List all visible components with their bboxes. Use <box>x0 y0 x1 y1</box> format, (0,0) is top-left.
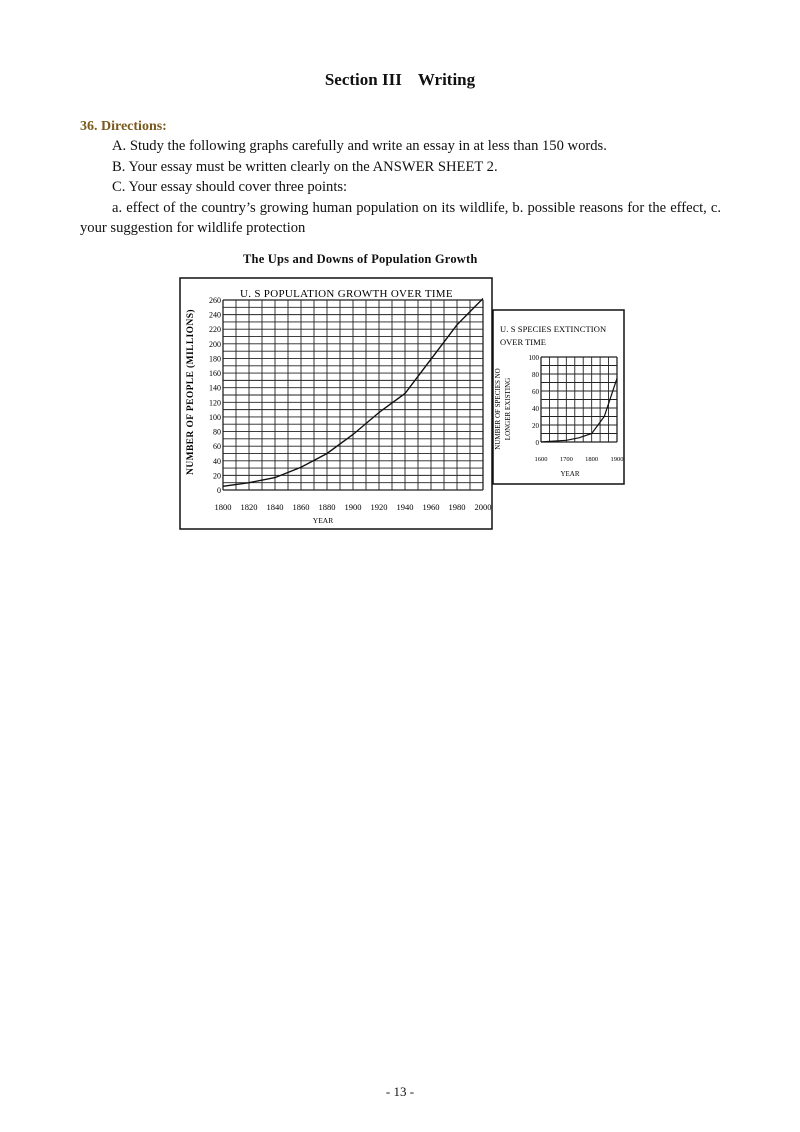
y-tick-label: 0 <box>217 486 221 495</box>
population-chart-title: U. S POPULATION GROWTH OVER TIME <box>240 288 453 300</box>
y-tick-label: 200 <box>209 339 221 349</box>
extinction-x-axis-label: YEAR <box>560 470 580 478</box>
question-label: 36. Directions: <box>80 119 167 134</box>
extinction-chart <box>493 310 624 484</box>
population-chart-frame <box>180 278 492 529</box>
y-tick-label: 60 <box>213 442 221 452</box>
population-grid <box>223 300 483 490</box>
population-y-axis-label: NUMBER OF PEOPLE (MILLIONS) <box>186 309 196 475</box>
extinction-chart-title-line-2: OVER TIME <box>500 337 546 347</box>
x-tick-label: 1900 <box>344 502 362 512</box>
x-tick-label: 1860 <box>292 502 310 512</box>
x-tick-label: 1920 <box>370 502 388 512</box>
y-tick-label: 220 <box>209 325 221 335</box>
y-tick-label: 180 <box>209 354 221 364</box>
direction-c: C. Your essay should cover three points: <box>112 179 348 195</box>
x-tick-label: 1840 <box>266 502 284 512</box>
x-tick-label: 1940 <box>396 502 414 512</box>
y-tick-label: 120 <box>209 398 221 408</box>
extinction-series-line <box>541 378 617 442</box>
x-tick-label: 1820 <box>240 502 258 512</box>
population-x-axis-label: YEAR <box>312 516 334 525</box>
section-name: Writing <box>417 70 476 89</box>
x-tick-label: 2000 <box>474 502 492 512</box>
x-tick-label: 1960 <box>422 502 440 512</box>
population-chart <box>180 278 492 529</box>
y-tick-label: 140 <box>209 383 221 393</box>
extinction-grid <box>541 357 617 442</box>
y-tick-label: 40 <box>532 405 539 413</box>
y-tick-label: 80 <box>213 427 221 437</box>
direction-a: A. Study the following graphs carefully and write an essay in at less than 150 words. <box>112 138 607 154</box>
direction-points: a. effect of the country’s growing human population on its wildlife, b. possible reasons for the effect, c. your suggestion for wildlife protection <box>80 199 721 236</box>
y-tick-label: 20 <box>532 422 539 430</box>
x-tick-label: 1980 <box>448 502 466 512</box>
x-tick-label: 1900 <box>610 456 624 463</box>
figure-title: The Ups and Downs of Population Growth <box>243 252 478 266</box>
extinction-y-axis-label-line-2: LONGER EXISTING <box>504 377 512 441</box>
population-y-ticks <box>209 296 221 495</box>
population-x-ticks <box>215 502 492 512</box>
y-tick-label: 100 <box>209 412 221 422</box>
y-tick-label: 60 <box>532 388 539 396</box>
y-tick-label: 40 <box>213 456 221 466</box>
section-part: Section III <box>324 70 402 89</box>
y-tick-label: 240 <box>209 310 221 320</box>
direction-b: B. Your essay must be written clearly on the ANSWER SHEET 2. <box>112 158 498 175</box>
x-tick-label: 1800 <box>585 456 599 463</box>
extinction-x-ticks <box>535 456 624 463</box>
y-tick-label: 100 <box>528 354 539 362</box>
x-tick-label: 1600 <box>534 456 548 463</box>
x-tick-label: 1700 <box>559 456 573 463</box>
y-tick-label: 20 <box>213 471 221 481</box>
extinction-y-ticks <box>529 354 540 447</box>
x-tick-label: 1880 <box>318 502 336 512</box>
extinction-y-axis-label-line-1: NUMBER OF SPECIES NO <box>494 368 502 450</box>
page-number: - 13 - <box>385 1084 415 1099</box>
y-tick-label: 0 <box>535 439 539 447</box>
y-tick-label: 160 <box>209 369 221 379</box>
extinction-chart-title-line-1: U. S SPECIES EXTINCTION <box>500 324 607 334</box>
x-tick-label: 1800 <box>214 502 232 512</box>
y-tick-label: 80 <box>532 371 539 379</box>
y-tick-label: 260 <box>209 296 221 305</box>
